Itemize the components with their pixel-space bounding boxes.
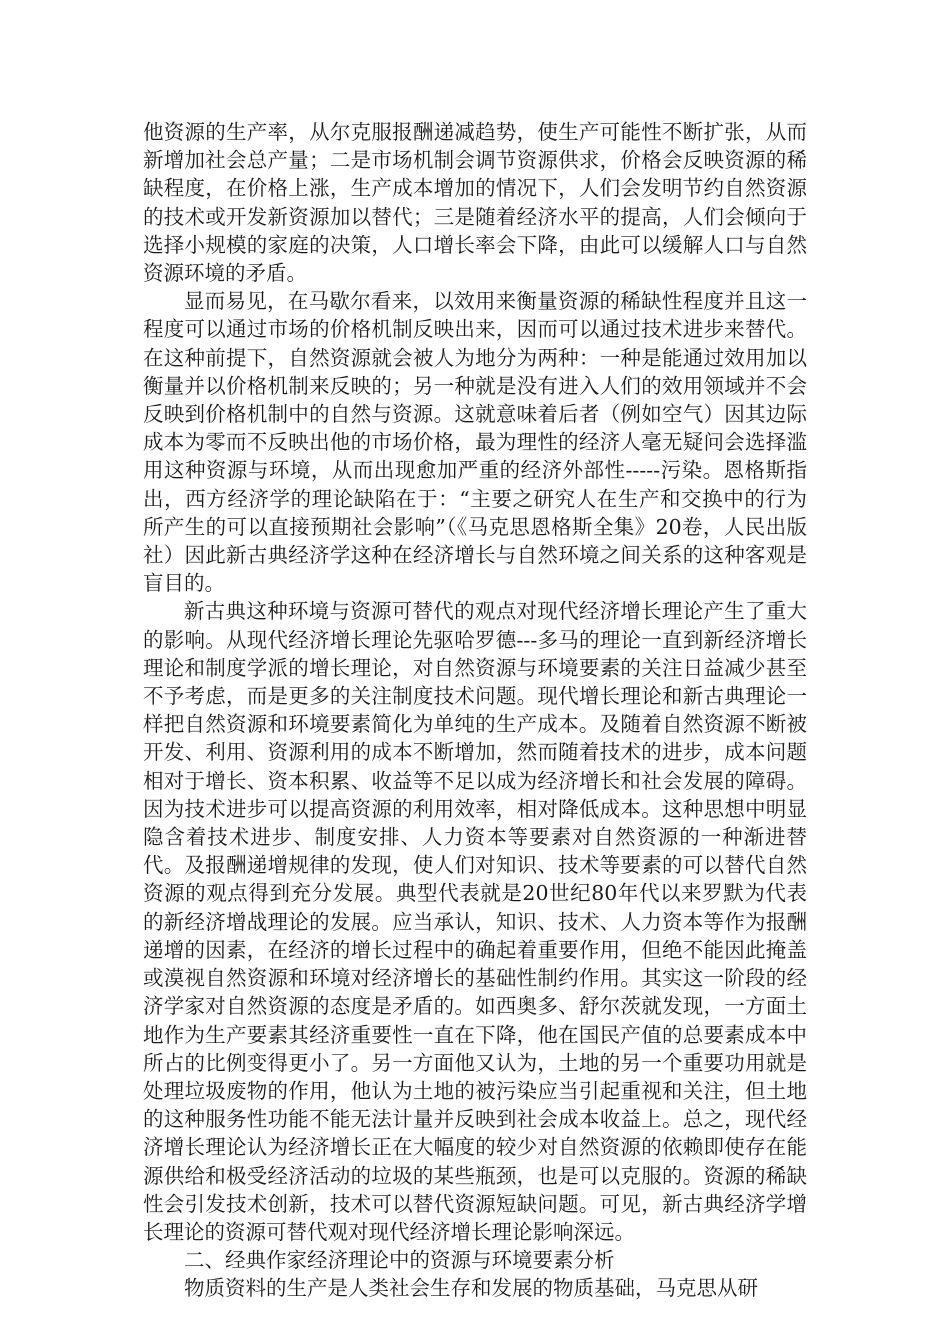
paragraph-marshall-view: 显而易见，在马歇尔看来，以效用来衡量资源的稀缺性程度并且这一程度可以通过市场的价格机制反映出来，因而可以通过技术进步来替代。在这种前提下，自然资源就会被人为地分为两种：一种是能通过效用加以衡量并以价格机制来反映的；另一种就是没有进入人们的效用领域并不会反映到价格机制中的自然与资源。这就意味着后者（例如空气）因其边际成本为零而不反映出他的市场价格，最为理性的经济人毫无疑问会选择滥用这种资源与环境，从而出现愈加严重的经济外部性-----污染。恩格斯指出，西方经济学的理论缺陷在于：“主要之研究人在生产和交换中的行为所产生的可以直接预期社会影响”（《马克思恩格斯全集》20卷，人民出版社）因此新古典经济学这种在经济增长与自然环境之间关系的这种客观是盲目的。 xyxy=(143,289,807,596)
section-heading-classical-writers: 二、经典作家经济理论中的资源与环境要素分析 xyxy=(184,1248,615,1273)
paragraph-neoclassical-influence: 新古典这种环境与资源可替代的观点对现代经济增长理论产生了重大的影响。从现代经济增长理论先驱哈罗德---多马的理论一直到新经济增长理论和制度学派的增长理论，对自然资源与环境要素的关注日益减少甚至不予考虑，而是更多的关注制度技术问题。现代增长理论和新古典理论一样把自然资源和环境要素简化为单纯的生产成本。及随着自然资源不断被开发、利用、资源利用的成本不断增加，然而随着技术的进步，成本问题相对于增长、资本积累、收益等不足以成为经济增长和社会发展的障碍。因为技术进步可以提高资源的利用效率，相对降低成本。这种思想中明显隐含着技术进步、制度安排、人力资本等要素对自然资源的一种渐进替代。及报酬递增规律的发现，使人们对知识、技术等要素的可以替代自然资源的观点得到充分发展。典型代表就是20世纪80年代以来罗默为代表的新经济增战理论的发展。应当承认，知识、技术、人力资本等作为报酬递增的因素，在经济的增长过程中的确起着重要作用，但绝不能因此掩盖或漠视自然资源和环境对经济增长的基础性制约作用。其实这一阶段的经济学家对自然资源的态度是矛盾的。如西奥多、舒尔茨就发现，一方面土地作为生产要素其经济重要性一直在下降，他在国民产值的总要素成本中所占的比例变得更小了。另一方面他又认为，土地的另一个重要功用就是处理垃圾废物的作用，他认为土地的被污染应当引起重视和关注，但土地的这种服务性功能不能无法计量并反映到社会成本收益上。总之，现代经济增长理论认为经济增长正在大幅度的较少对自然资源的依赖即使存在能源供给和极受经济活动的垃圾的某些瓶颈，也是可以克服的。资源的稀缺性会引发技术创新，技术可以替代资源短缺问题。可见，新古典经济学增长理论的资源可替代观对现代经济增长理论影响深远。 xyxy=(143,599,807,1244)
document-body xyxy=(143,118,807,1303)
paragraph-material-production: 物质资料的生产是人类社会生存和发展的物质基础，马克思从研 xyxy=(184,1276,758,1301)
paragraph-continuation: 他资源的生产率，从尔克服报酬递减趋势，使生产可能性不断扩张，从而新增加社会总产量；二是市场机制会调节资源供求，价格会反映资源的稀缺程度，在价格上涨，生产成本增加的情况下，人们会发明节约自然资源的技术或开发新资源加以替代；三是随着经济水平的提高，人们会倾向于选择小规模的家庭的决策，人口增长率会下降，由此可以缓解人口与自然资源环境的矛盾。 xyxy=(143,120,807,286)
